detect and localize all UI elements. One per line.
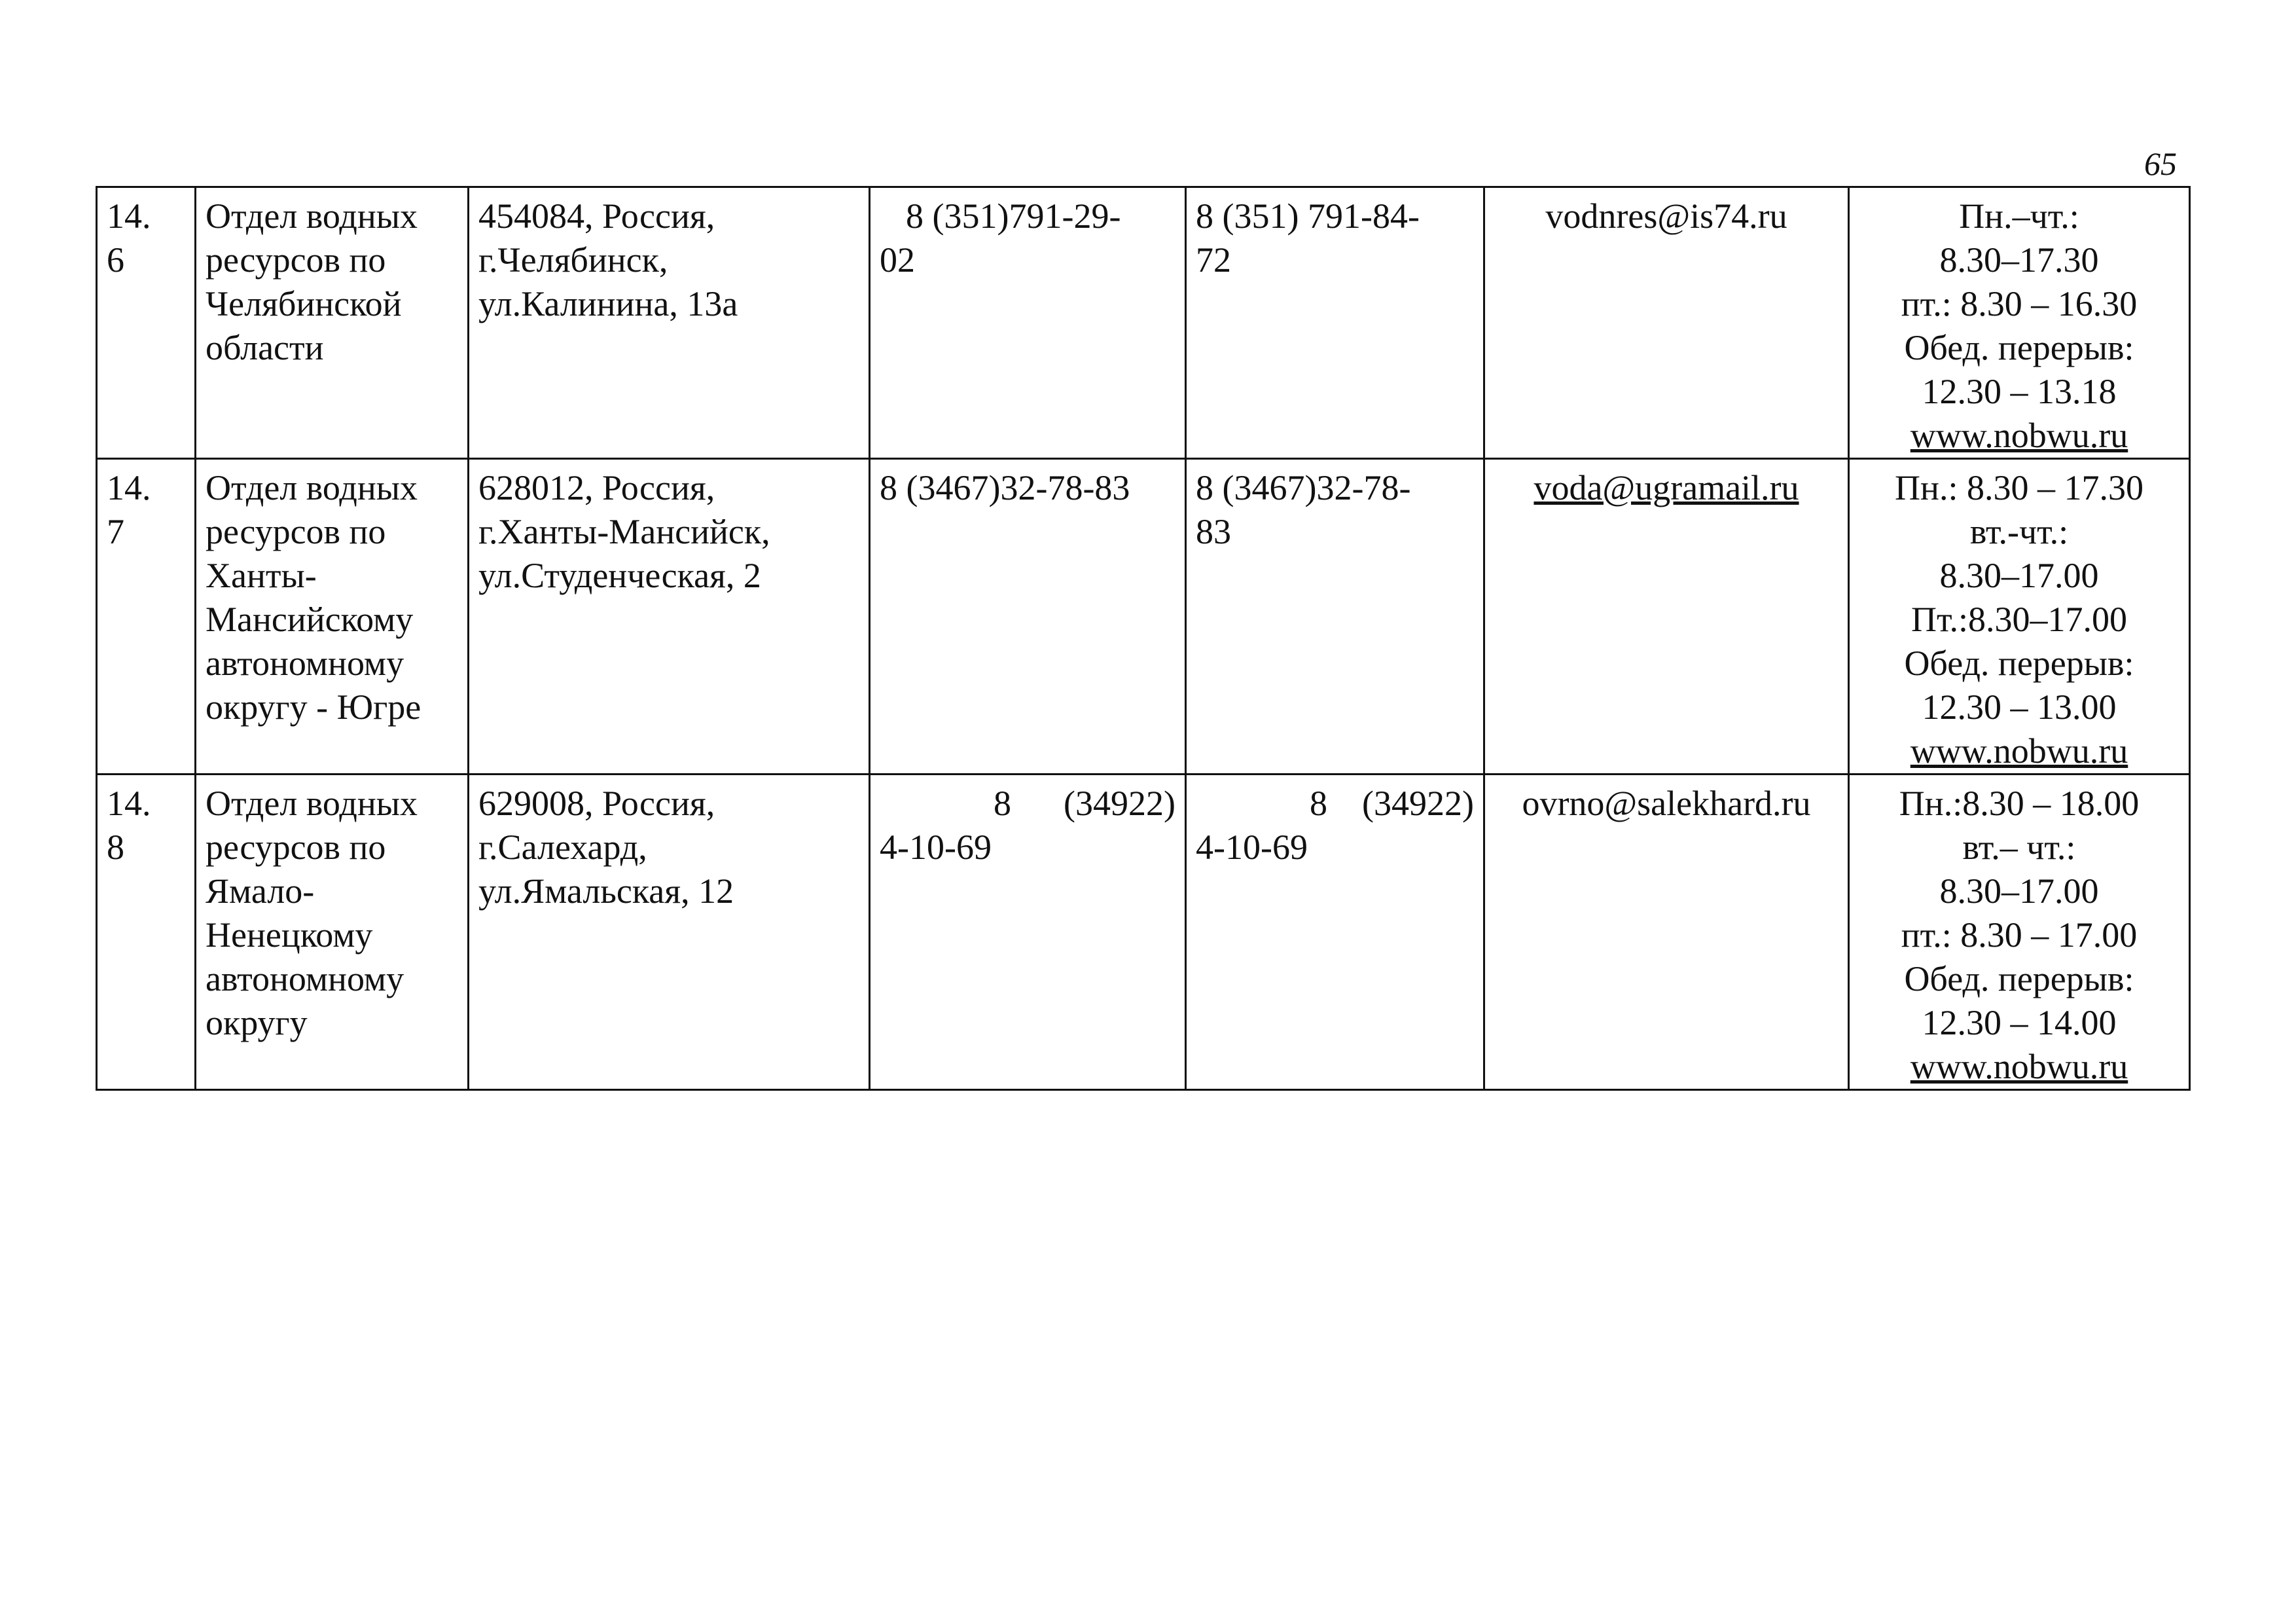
email-cell bbox=[1484, 775, 1849, 1090]
website-link[interactable]: www.nobwu.ru bbox=[1910, 731, 2128, 771]
schedule-cell: Пн.–чт.: 8.30–17.30 пт.: 8.30 – 16.30 Обед. перерыв: 12.30 – 13.18 www.nobwu.ru bbox=[1849, 187, 2190, 459]
contacts-table bbox=[96, 186, 2191, 1091]
address-cell: 629008, Россия, г.Салехард, ул.Ямальская, 12 bbox=[469, 775, 870, 1090]
phone-cell: 8 (351)791-29- 02 bbox=[870, 187, 1186, 459]
address-cell: 628012, Россия, г.Ханты-Мансийск, ул.Студенческая, 2 bbox=[469, 459, 870, 775]
email-link[interactable]: vodnres@is74.ru bbox=[1545, 196, 1787, 236]
phone-cell: 8 (34922) 4-10-69 bbox=[870, 775, 1186, 1090]
email-link[interactable]: voda@ugramail.ru bbox=[1534, 468, 1799, 507]
website-link[interactable]: www.nobwu.ru bbox=[1910, 416, 2128, 455]
fax-cell: 8 (34922) 4-10-69 bbox=[1186, 775, 1484, 1090]
page-number: 65 bbox=[2144, 145, 2177, 182]
fax-cell: 8 (3467)32-78- 83 bbox=[1186, 459, 1484, 775]
email-cell bbox=[1484, 187, 1849, 459]
table-row bbox=[97, 187, 2190, 459]
email-cell bbox=[1484, 459, 1849, 775]
table-row bbox=[97, 775, 2190, 1090]
department-name-cell: Отдел водных ресурсов по Ханты- Мансийскому автономному округу - Югре bbox=[196, 459, 469, 775]
schedule-cell: Пн.: 8.30 – 17.30 вт.-чт.: 8.30–17.00 Пт.:8.30–17.00 Обед. перерыв: 12.30 – 13.00 www.nobwu.ru bbox=[1849, 459, 2190, 775]
email-link[interactable]: ovrno@salekhard.ru bbox=[1522, 784, 1811, 823]
row-number-cell: 14. 8 bbox=[97, 775, 196, 1090]
row-number-cell: 14. 7 bbox=[97, 459, 196, 775]
department-name-cell: Отдел водных ресурсов по Ямало- Ненецкому автономному округу bbox=[196, 775, 469, 1090]
fax-cell: 8 (351) 791-84- 72 bbox=[1186, 187, 1484, 459]
website-link[interactable]: www.nobwu.ru bbox=[1910, 1047, 2128, 1086]
table-row bbox=[97, 459, 2190, 775]
row-number-cell: 14. 6 bbox=[97, 187, 196, 459]
department-name-cell: Отдел водных ресурсов по Челябинской области bbox=[196, 187, 469, 459]
phone-cell: 8 (3467)32-78-83 bbox=[870, 459, 1186, 775]
address-cell: 454084, Россия, г.Челябинск, ул.Калинина, 13а bbox=[469, 187, 870, 459]
schedule-cell: Пн.:8.30 – 18.00 вт.– чт.: 8.30–17.00 пт.: 8.30 – 17.00 Обед. перерыв: 12.30 – 14.00 www.nobwu.ru bbox=[1849, 775, 2190, 1090]
